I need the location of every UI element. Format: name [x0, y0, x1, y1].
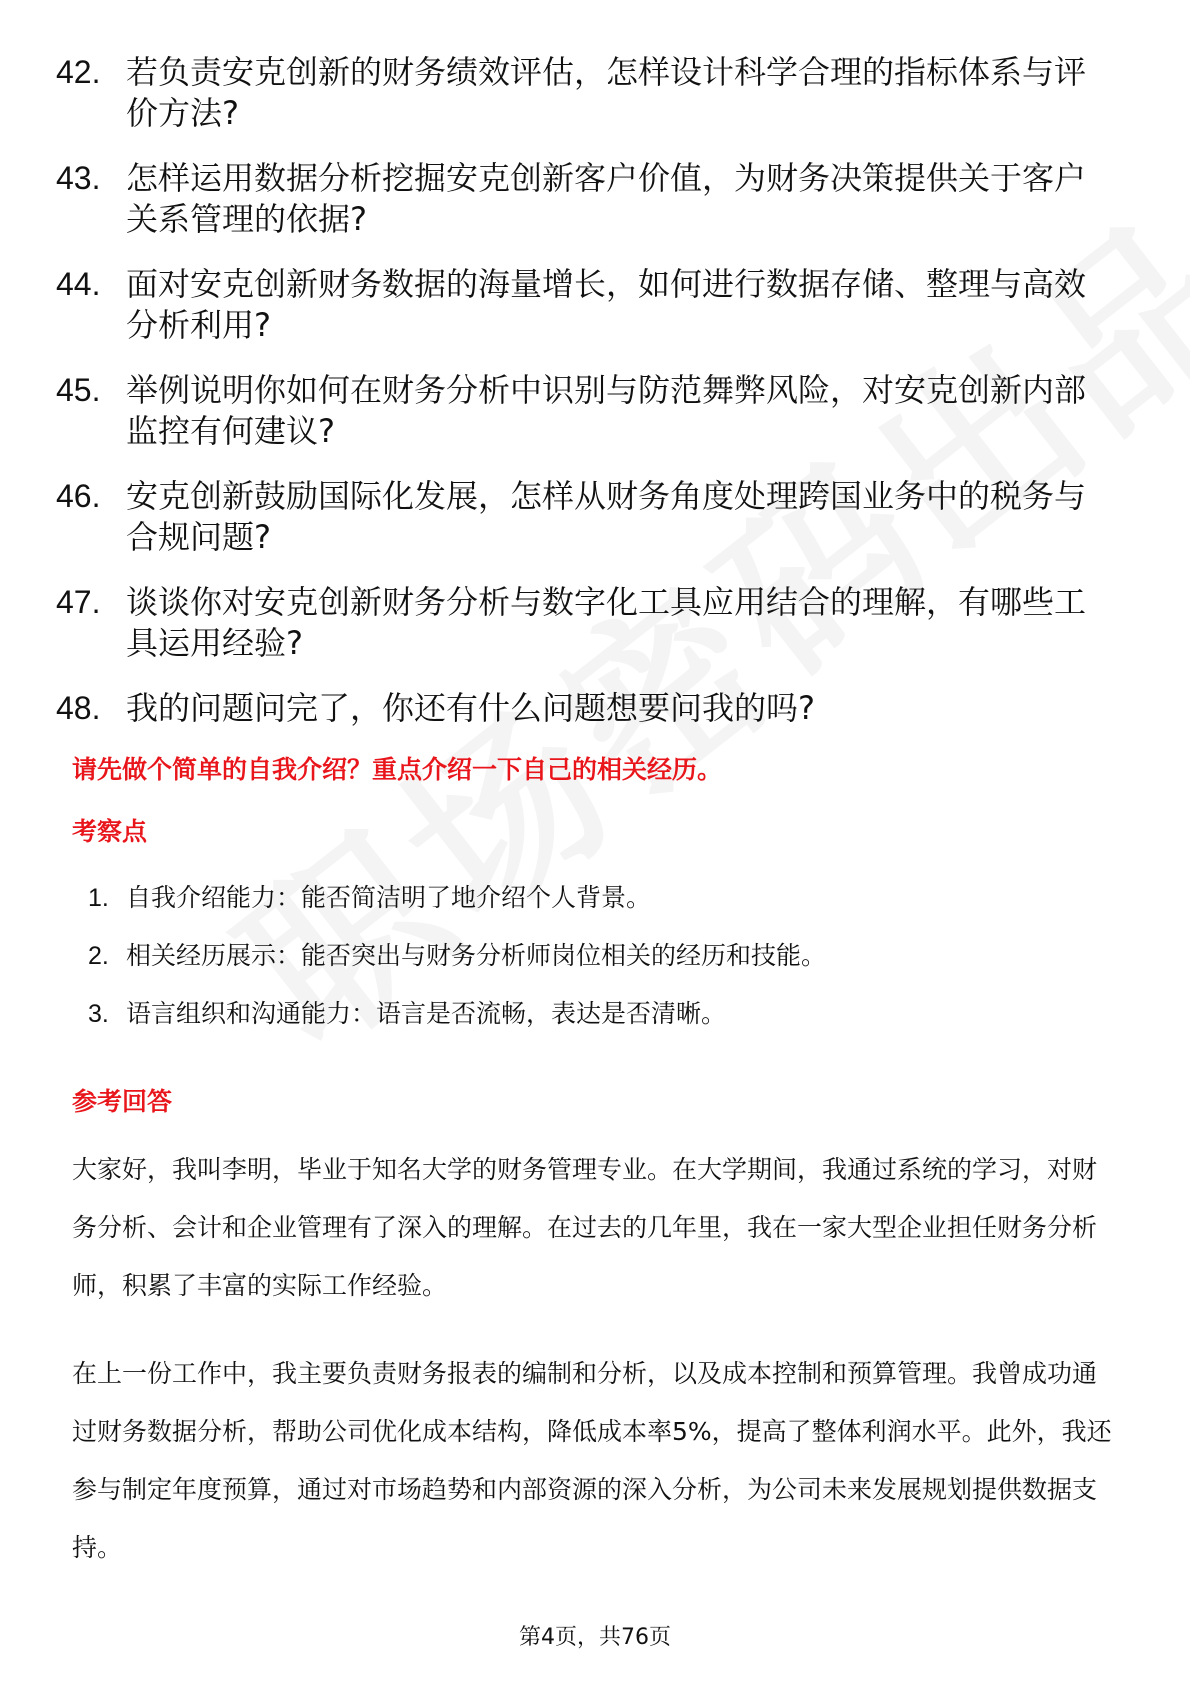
question-item [56, 370, 1116, 452]
question-number: 43. [56, 160, 101, 196]
featured-question: 请先做个简单的自我介绍？重点介绍一下自己的相关经历。 [72, 755, 723, 784]
exam-point-item [88, 882, 1108, 914]
exam-points-list [88, 882, 1108, 1056]
question-text: 怎样运用数据分析挖掘安克创新客户价值，为财务决策提供关于客户关系管理的依据? [126, 159, 1087, 238]
question-item [56, 582, 1116, 664]
exam-points-label: 考察点 [72, 817, 148, 846]
question-item [56, 158, 1116, 240]
question-number: 44. [56, 266, 101, 302]
question-text: 谈谈你对安克创新财务分析与数字化工具应用结合的理解，有哪些工具运用经验? [126, 583, 1087, 662]
exam-point-number: 3. [88, 1000, 109, 1028]
question-number: 47. [56, 584, 101, 620]
exam-point-text: 自我介绍能力：能否简洁明了地介绍个人背景。 [126, 883, 652, 912]
question-text: 举例说明你如何在财务分析中识别与防范舞弊风险，对安克创新内部监控有何建议? [126, 371, 1087, 450]
exam-point-item [88, 998, 1108, 1030]
answer-paragraph: 在上一份工作中，我主要负责财务报表的编制和分析，以及成本控制和预算管理。我曾成功通过财务数据分析，帮助公司优化成本结构，降低成本率5%，提高了整体利润水平。此外，我还参与制定年度预算，通过对市场趋势和内部资源的深入分析，为公司未来发展规划提供数据支持。 [72, 1359, 1112, 1562]
question-text: 我的问题问完了，你还有什么问题想要问我的吗? [126, 689, 815, 727]
question-number: 45. [56, 372, 101, 408]
question-text: 面对安克创新财务数据的海量增长，如何进行数据存储、整理与高效分析利用? [126, 265, 1087, 344]
question-text: 安克创新鼓励国际化发展，怎样从财务角度处理跨国业务中的税务与合规问题? [126, 477, 1087, 556]
question-item [56, 264, 1116, 346]
answer-paragraph: 大家好，我叫李明，毕业于知名大学的财务管理专业。在大学期间，我通过系统的学习，对财务分析、会计和企业管理有了深入的理解。在过去的几年里，我在一家大型企业担任财务分析师，积累了丰富的实际工作经验。 [72, 1155, 1098, 1300]
question-item [56, 688, 1116, 729]
question-item [56, 52, 1116, 134]
question-number: 42. [56, 54, 101, 90]
question-number: 48. [56, 690, 101, 726]
exam-point-text: 语言组织和沟通能力：语言是否流畅，表达是否清晰。 [126, 999, 727, 1028]
reference-answer-label: 参考回答 [72, 1087, 173, 1116]
exam-point-text: 相关经历展示：能否突出与财务分析师岗位相关的经历和技能。 [126, 941, 827, 970]
page-footer: 第4页，共76页 [519, 1625, 671, 1650]
question-text: 若负责安克创新的财务绩效评估，怎样设计科学合理的指标体系与评价方法? [126, 53, 1087, 132]
question-list [56, 52, 1116, 753]
exam-point-number: 2. [88, 942, 109, 970]
exam-point-item [88, 940, 1108, 972]
question-number: 46. [56, 478, 101, 514]
question-item [56, 476, 1116, 558]
exam-point-number: 1. [88, 884, 109, 912]
